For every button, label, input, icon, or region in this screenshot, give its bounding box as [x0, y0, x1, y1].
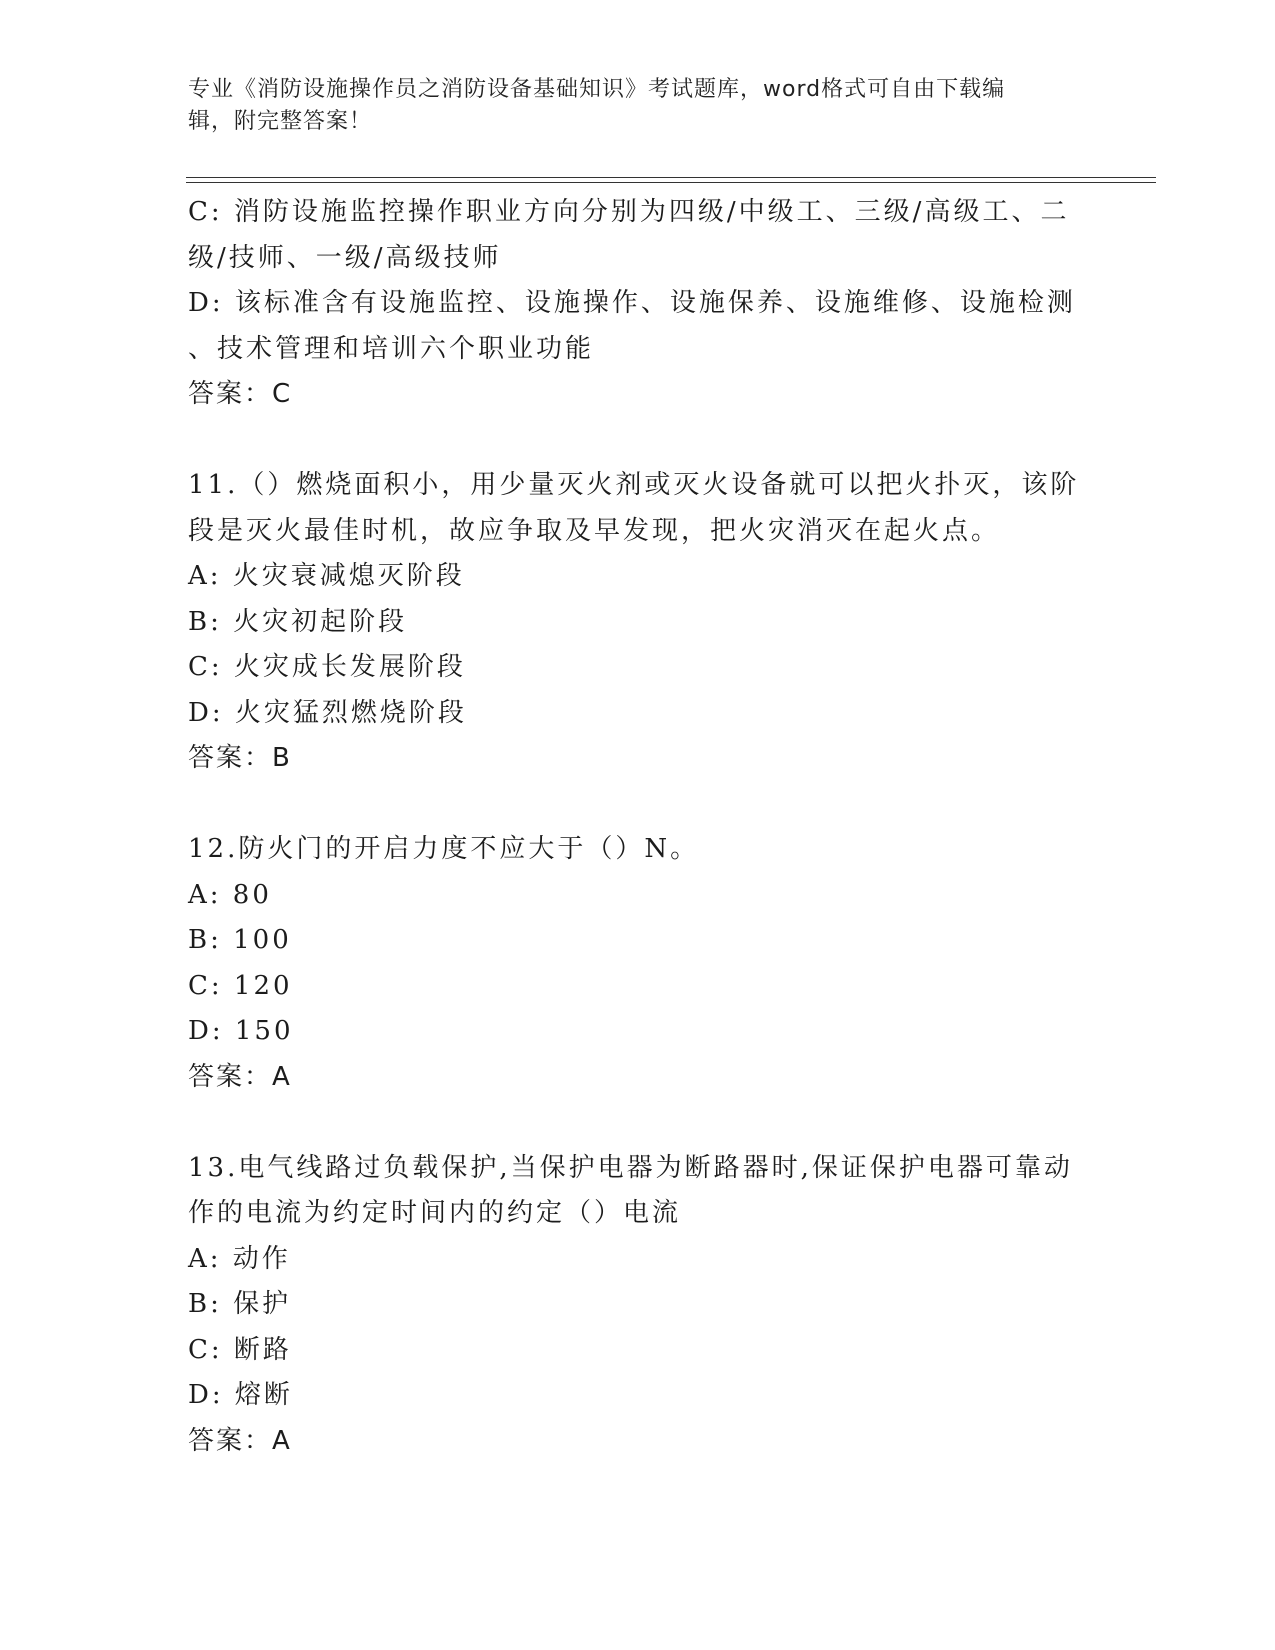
option-c-line-2: 级/技师、一级/高级技师: [188, 242, 502, 273]
question-stem-line-2: 作的电流为约定时间内的约定（）电流: [188, 1198, 682, 1228]
option-c: C: 120: [188, 970, 293, 1001]
question-11: [188, 463, 1078, 782]
option-d-line-1: D: 该标准含有设施监控、设施操作、设施保养、设施维修、设施检测: [188, 288, 1076, 318]
spacer: [188, 1100, 1078, 1146]
option-b: B: 保护: [188, 1289, 292, 1319]
option-d: D: 熔断: [188, 1380, 293, 1410]
option-a: A: 火灾衰减熄灭阶段: [188, 561, 465, 591]
option-d: D: 火灾猛烈燃烧阶段: [188, 697, 467, 728]
option-a: A: 80: [188, 879, 272, 910]
spacer: [188, 782, 1078, 828]
header-divider-top: [186, 177, 1156, 178]
option-d-line-2: 、技术管理和培训六个职业功能: [188, 333, 595, 364]
answer-label: 答案：B: [188, 743, 292, 773]
option-b: B: 火灾初起阶段: [188, 606, 408, 637]
header-divider-bottom: [186, 182, 1156, 183]
question-stem-line-1: 12.防火门的开启力度不应大于（）N。: [188, 834, 700, 864]
spacer: [188, 418, 1078, 464]
question-stem-line-1: 11.（）燃烧面积小，用少量灭火剂或灭火设备就可以把火扑灭，该阶: [188, 470, 1080, 500]
answer-label: 答案：C: [188, 379, 293, 409]
question-10-continuation: [188, 190, 1078, 418]
header-line-2: 辑，附完整答案！: [188, 109, 373, 134]
answer-label: 答案：A: [188, 1425, 292, 1456]
header-note: [188, 74, 1088, 138]
question-12: [188, 827, 1078, 1100]
option-c-line-1: C: 消防设施监控操作职业方向分别为四级/中级工、三级/高级工、二: [188, 197, 1070, 227]
option-a: A: 动作: [188, 1243, 291, 1274]
option-d: D: 150: [188, 1016, 294, 1046]
option-c: C: 火灾成长发展阶段: [188, 652, 466, 682]
question-stem-line-2: 段是灭火最佳时机，故应争取及早发现，把火灾消灭在起火点。: [188, 515, 1001, 546]
option-b: B: 100: [188, 925, 292, 955]
question-content: [188, 190, 1078, 1464]
question-13: [188, 1146, 1078, 1465]
header-line-1: 专业《消防设施操作员之消防设备基础知识》考试题库，word格式可自由下载编: [188, 77, 1006, 102]
question-stem-line-1: 13.电气线路过负载保护,当保护电器为断路器时,保证保护电器可靠动: [188, 1152, 1073, 1183]
answer-label: 答案：A: [188, 1061, 292, 1092]
option-c: C: 断路: [188, 1334, 292, 1365]
